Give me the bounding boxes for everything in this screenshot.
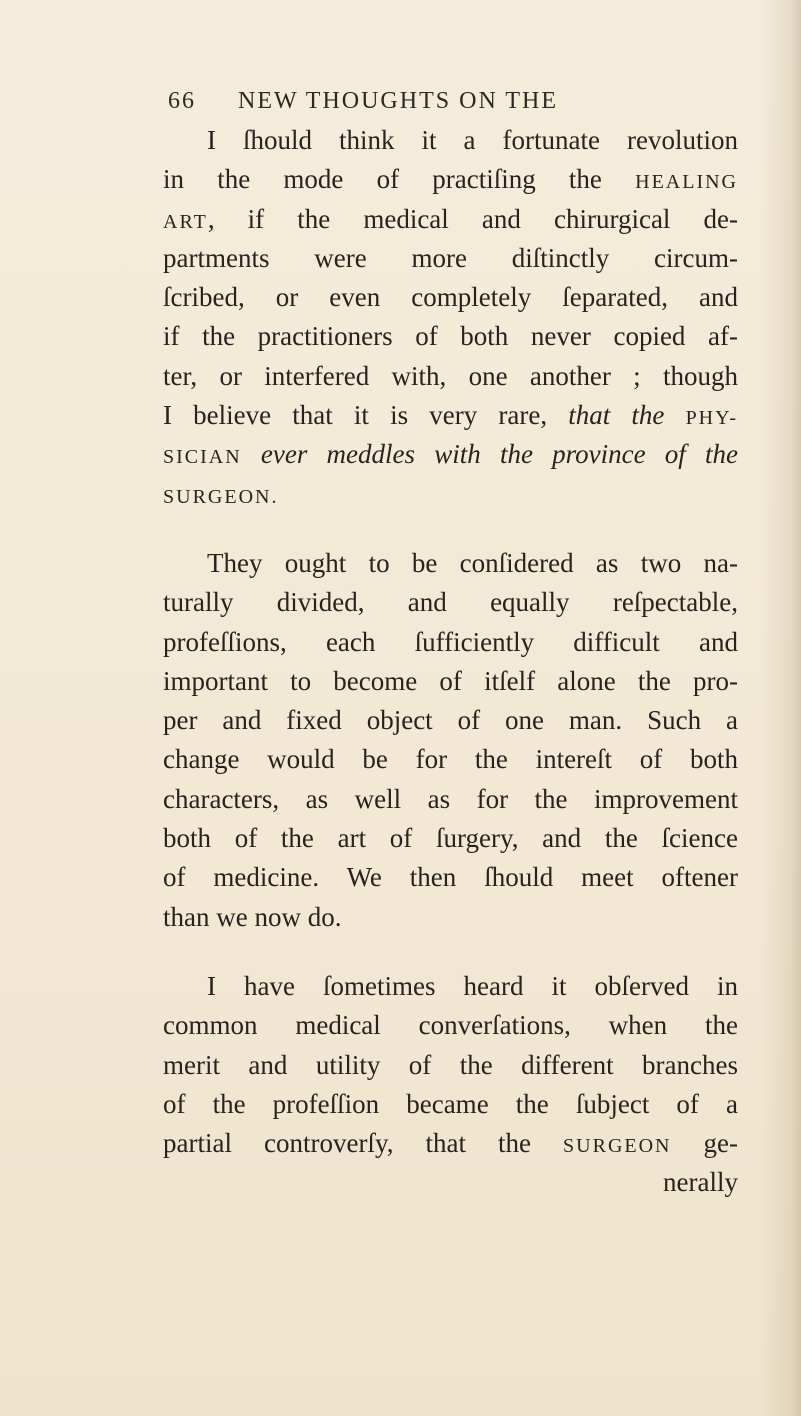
text-run: than we now do. [163,901,342,932]
text-run: in the mode of practiſing the [163,164,636,195]
text-run: common medical converſations, when the [163,1010,738,1041]
text-line [163,662,738,701]
text-run: if the practitioners of both never copied af- [163,321,738,352]
text-run: They ought to be conſidered as two na- [207,547,738,578]
paragraph [163,967,738,1203]
running-title: NEW THOUGHTS ON THE [238,88,558,114]
catchword [163,1163,738,1202]
text-line [163,858,738,897]
paragraph [163,544,738,937]
text-run: change would be for the intereſt of both [163,744,738,775]
text-run: ſcribed, or even completely ſeparated, and [163,282,738,313]
body-text [163,121,738,1203]
text-line [163,623,738,662]
text-run: of the profeſſion became the ſubject of a [163,1088,738,1119]
text-run [242,439,261,469]
small-caps-run: ART [163,210,208,233]
text-run: partial controverſy, that the [163,1128,564,1159]
text-run: per and fixed object of one man. Such a [163,705,738,736]
text-run: I have ſometimes heard it obſerved in [207,970,738,1001]
paragraph-gap [163,937,738,967]
text-run: profeſſions, each ſufficiently difficult and [163,626,738,657]
small-caps-run: SICIAN [163,446,242,469]
text-line [163,740,738,779]
italic-run: that the [568,400,665,431]
text-run: turally divided, and equally reſpectable, [163,587,738,618]
text-run: ge- [671,1128,738,1159]
text-run: I ſhould think it a fortunate revolution [207,125,738,155]
text-run: merit and utility of the different branches [163,1049,738,1080]
text-run: important to become of itſelf alone the pro- [163,665,738,696]
text-line [163,357,738,396]
page-number: 66 [168,88,196,114]
text-line [163,1006,738,1045]
text-run: of medicine. We then ſhould meet oftener [163,862,738,893]
paragraph-gap [163,514,738,544]
text-line [163,583,738,622]
text-line [163,819,738,858]
text-line [163,1046,738,1085]
italic-run: ever meddles with the province of the [260,439,738,470]
text-line [163,278,738,317]
text-line [163,475,738,514]
small-caps-run: PHY- [685,407,739,430]
text-line [163,1124,738,1163]
text-run: characters, as well as for the improvement [163,783,738,814]
text-line [163,780,738,819]
text-line [163,898,738,937]
text-line [163,317,738,356]
text-run: both of the art of ſurgery, and the ſcience [163,823,738,854]
text-line [163,701,738,740]
text-run: partments were more diſtinctly circum- [163,242,738,273]
text-line [163,121,738,160]
text-line [163,435,738,474]
small-caps-run: SURGEON. [163,485,279,508]
running-head [168,88,608,115]
text-line [163,200,738,239]
small-caps-run: HEALING [635,171,738,194]
text-line [163,239,738,278]
text-run: nerally [663,1167,738,1198]
text-line [163,396,738,435]
small-caps-run: SURGEON [563,1135,672,1158]
text-run: , if the medical and chirurgical de- [207,203,738,234]
text-run [664,400,685,430]
text-run: ter, or interfered with, one another ; though [163,360,738,391]
text-run: I believe that it is very rare, [163,400,569,431]
text-line [163,544,738,583]
text-line [163,967,738,1006]
paragraph [163,121,738,514]
text-line [163,160,738,199]
text-line [163,1085,738,1124]
